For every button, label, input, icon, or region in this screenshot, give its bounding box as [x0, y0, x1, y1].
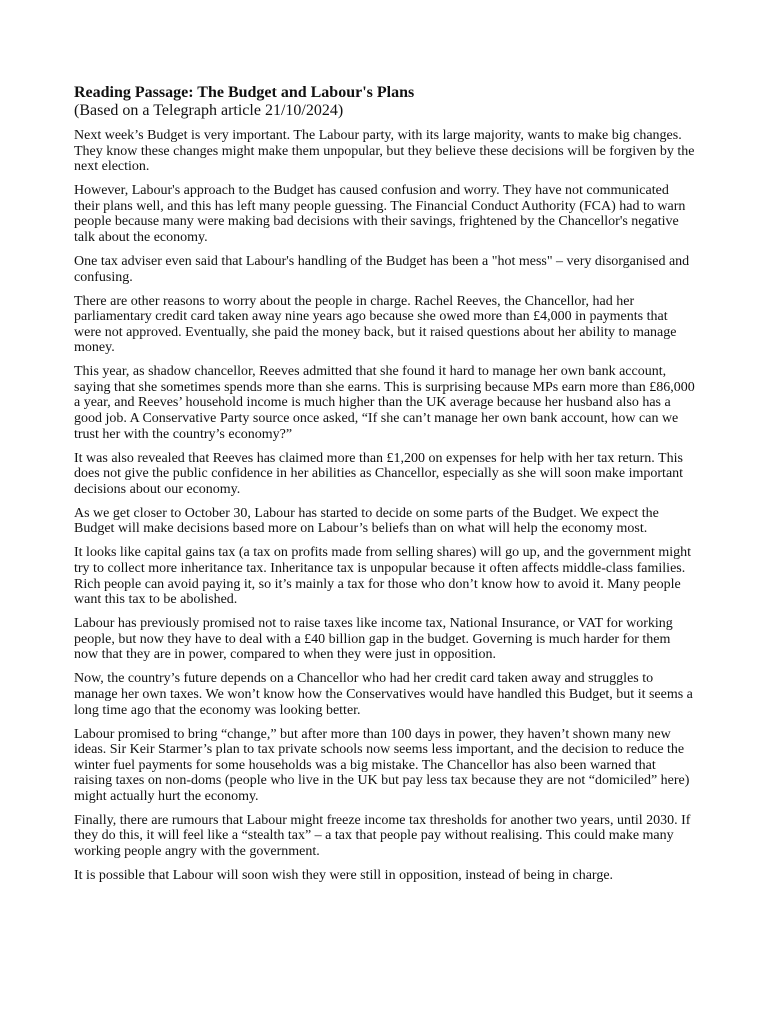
paragraph-1: Next week’s Budget is very important. The Labour party, with its large majority, wants to make big changes. They know these changes might make them unpopular, but they believe these decisions will be forgiven by the next election.	[74, 128, 695, 175]
document-page	[74, 84, 696, 892]
paragraph-13: It is possible that Labour will soon wish they were still in opposition, instead of being in charge.	[74, 868, 614, 884]
document-title: Reading Passage: The Budget and Labour's Plans	[74, 84, 415, 101]
paragraph-8: It looks like capital gains tax (a tax on profits made from selling shares) will go up, and the government might try to collect more inheritance tax. Inheritance tax is unpopular because it often affects middle-class families. Rich people can avoid paying it, so it’s mainly a tax for those who don’t know how to avoid it. Many people want this tax to be abolished.	[74, 545, 692, 608]
paragraph-9: Labour has previously promised not to raise taxes like income tax, National Insurance, or VAT for working people, but now they have to deal with a £40 billion gap in the budget. Governing is much harder for them now that they are in power, compared to when they were just in opposition.	[74, 616, 673, 663]
document-subtitle: (Based on a Telegraph article 21/10/2024)	[74, 102, 344, 119]
paragraph-7: As we get closer to October 30, Labour has started to decide on some parts of the Budget. We expect the Budget will make decisions based more on Labour’s beliefs than on what will help the economy most.	[74, 505, 659, 537]
paragraph-3: One tax adviser even said that Labour's handling of the Budget has been a "hot mess" – very disorganised and confusing.	[74, 253, 690, 285]
paragraph-10: Now, the country’s future depends on a Chancellor who had her credit card taken away and struggles to manage her own taxes. We won’t know how the Conservatives would have handled this Budget, but it seems a long time ago that the economy was looking better.	[74, 671, 693, 718]
paragraph-12: Finally, there are rumours that Labour might freeze income tax thresholds for another two years, until 2030. If they do this, it will feel like a “stealth tax” – a tax that people pay without realising. This could make many working people angry with the government.	[74, 812, 691, 860]
paragraph-2: However, Labour's approach to the Budget has caused confusion and worry. They have not communicated their plans well, and this has left many people guessing. The Financial Conduct Authority (FCA) had to warn people because many were making bad decisions with their savings, frightened by the Chancellor's negative talk about the economy.	[74, 183, 686, 245]
paragraph-5: This year, as shadow chancellor, Reeves admitted that she found it hard to manage her own bank account, saying that she sometimes spends more than she earns. This is surprising because MPs earn more than £86,000 a year, and Reeves’ household income is much higher than the UK average because her husband also has a good job. A Conservative Party source once asked, “If she can’t manage her own bank account, how can we trust her with the country’s economy?”	[74, 364, 695, 442]
paragraph-4: There are other reasons to worry about the people in charge. Rachel Reeves, the Chancellor, had her parliamentary credit card taken away nine years ago because she owed more than £4,000 in payments that were not approved. Eventually, she paid the money back, but it raised questions about her ability to manage money.	[74, 293, 677, 356]
paragraph-6: It was also revealed that Reeves has claimed more than £1,200 on expenses for help with her tax return. This does not give the public confidence in her abilities as Chancellor, especially as she will soon make important decisions about our economy.	[74, 450, 684, 497]
paragraph-11: Labour promised to bring “change,” but after more than 100 days in power, they haven’t shown many new ideas. Sir Keir Starmer’s plan to tax private schools now seems less important, and the decision to reduce the winter fuel payments for some households was a big mistake. The Chancellor has also been warned that raising taxes on non-doms (people who live in the UK but pay less tax because they are not “domiciled” here) might actually hurt the economy.	[74, 726, 690, 804]
